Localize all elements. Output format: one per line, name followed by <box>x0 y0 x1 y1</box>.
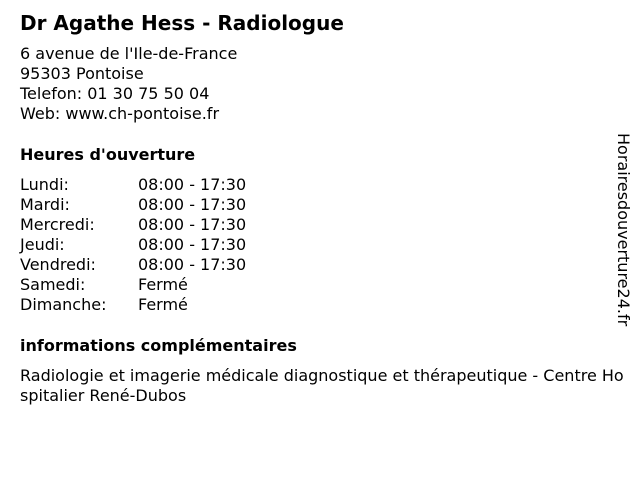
hours-time: 08:00 - 17:30 <box>138 195 247 214</box>
page-title: Dr Agathe Hess - Radiologue <box>20 11 344 35</box>
hours-day: Samedi: <box>20 275 86 294</box>
hours-day: Mardi: <box>20 195 70 214</box>
hours-day: Mercredi: <box>20 215 95 234</box>
hours-time: 08:00 - 17:30 <box>138 215 247 234</box>
hours-time: 08:00 - 17:30 <box>138 175 247 194</box>
practice-card <box>20 10 630 406</box>
hours-time: 08:00 - 17:30 <box>138 235 247 254</box>
hours-day: Vendredi: <box>20 255 96 274</box>
info-description: Radiologie et imagerie médicale diagnostique et thérapeutique - Centre Hospitalier René-Dubos <box>20 366 624 405</box>
hours-time: Fermé <box>138 295 188 314</box>
watermark-text: Horairesdouverture24.fr <box>614 133 633 327</box>
hours-day: Lundi: <box>20 175 69 194</box>
hours-heading: Heures d'ouverture <box>20 145 196 164</box>
hours-time: 08:00 - 17:30 <box>138 255 247 274</box>
address-city: 95303 Pontoise <box>20 64 144 83</box>
hours-day: Jeudi: <box>20 235 65 254</box>
hours-table <box>20 175 300 315</box>
hours-day: Dimanche: <box>20 295 107 314</box>
phone-text: Telefon: 01 30 75 50 04 <box>20 84 210 103</box>
address-street: 6 avenue de l'Ile-de-France <box>20 44 238 63</box>
hours-time: Fermé <box>138 275 188 294</box>
website-text: Web: www.ch-pontoise.fr <box>20 104 220 123</box>
info-heading: informations complémentaires <box>20 336 297 355</box>
